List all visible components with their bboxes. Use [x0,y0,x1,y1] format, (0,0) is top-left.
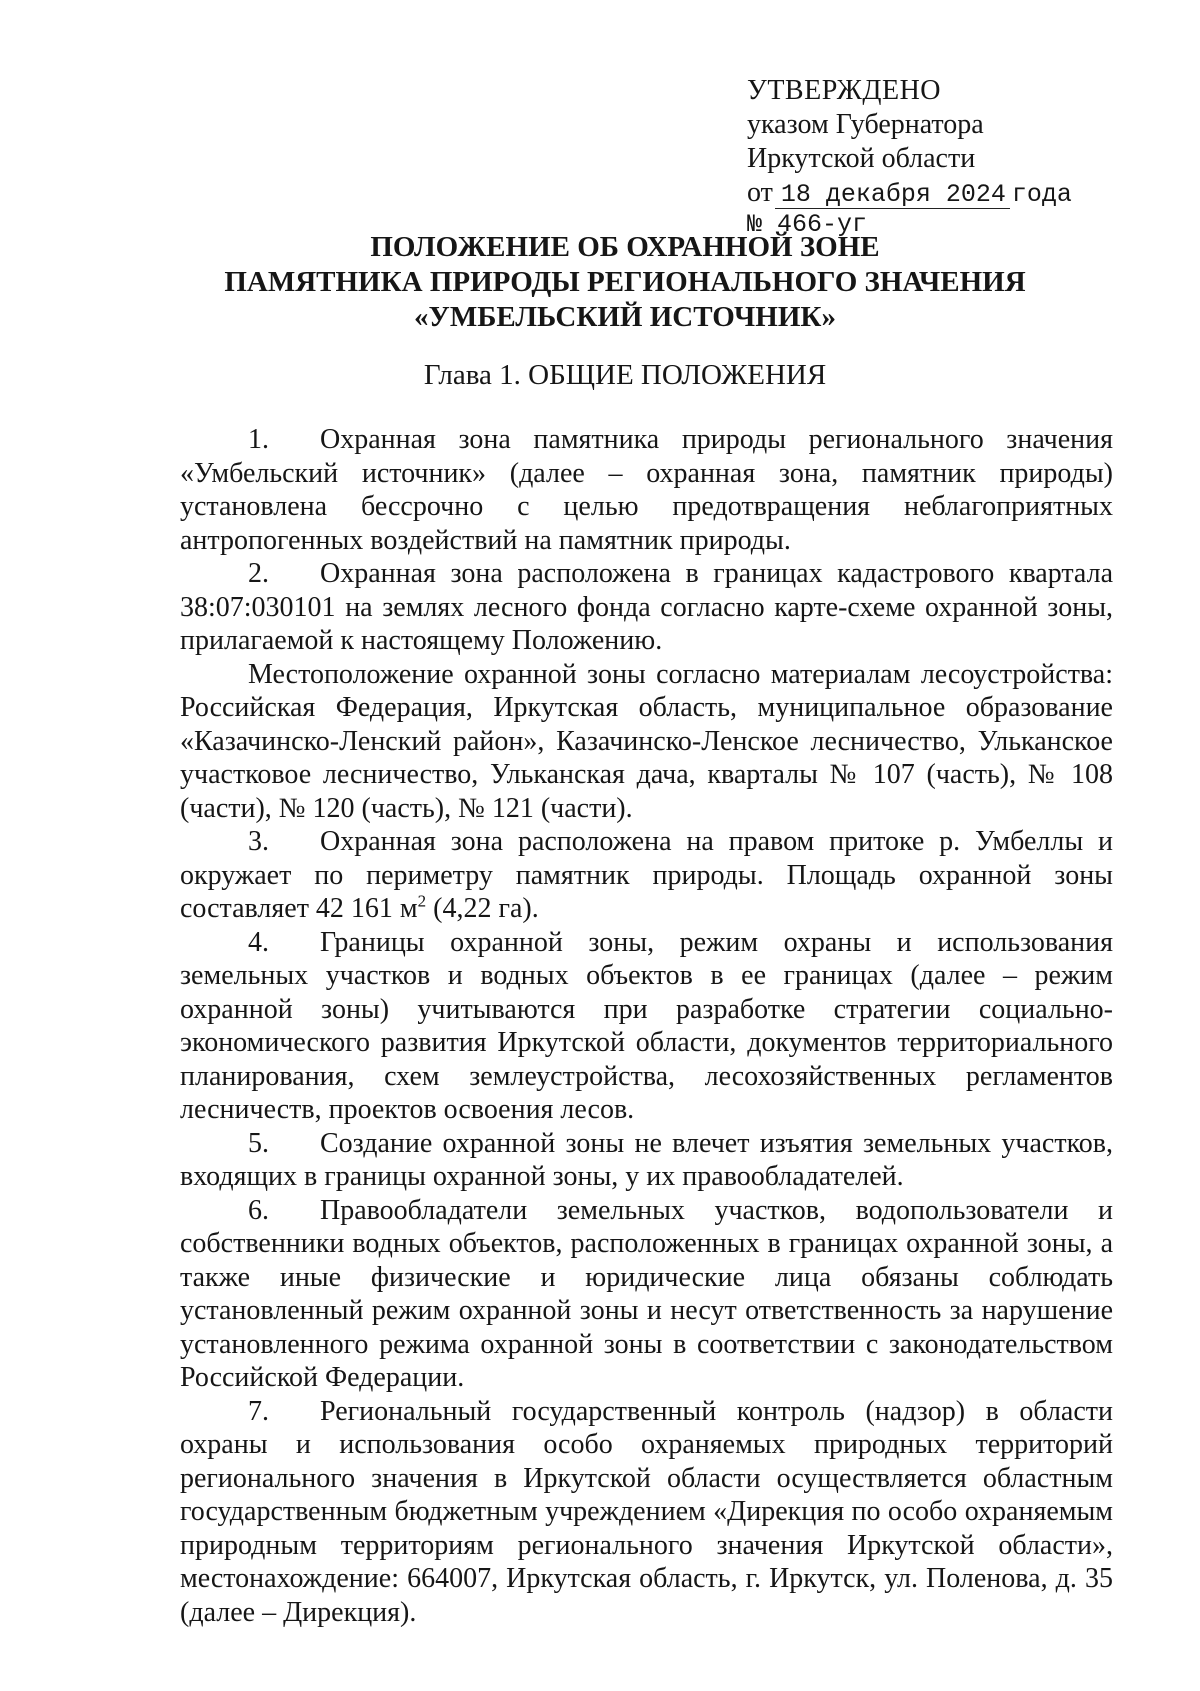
paragraph-number: 6. [248,1194,269,1226]
approval-date-suffix: года [1011,180,1072,209]
paragraph-text: Местоположение охранной зоны согласно материалам лесоустройства: Российская Федерация, Иркутская область, муниципальное образование «Казачинско-Ленский район», Казачинско-Ленское лесничество, Ульканское участковое лесничество, Ульканская дача, кварталы № 107 (часть), № 108 (части), № 120 (часть), № 121 (части). [180,658,1113,824]
paragraph-text: Границы охранной зоны, режим охраны и использования земельных участков и водных объектов в ее границах (далее – режим охранной зоны) учитываются при разработке стратегии социально-экономического развития Иркутской области, документов территориального планирования, схем землеустройства, лесохозяйственных регламентов лесничеств, проектов освоения лесов. [180,926,1113,1125]
paragraph-text: Региональный государственный контроль (надзор) в области охраны и использования особо охраняемых природных территорий регионального значения в Иркутской области осуществляется областным государственным бюджетным учреждением «Дирекция по особо охраняемым природным территориям регионального значения Иркутской области», местонахождение: 664007, Иркутская область, г. Иркутск, ул. Поленова, д. 35 (далее – Дирекция). [180,1395,1113,1628]
paragraph-number: 2. [248,558,269,589]
paragraph-number: 7. [248,1395,269,1427]
paragraph-number: 5. [248,1127,269,1159]
paragraph-6 [180,1194,1113,1395]
paragraph-text: Охранная зона памятника природы регионального значения «Умбельский источник» (далее – охранная зона, памятник природы) установлена бессрочно с целью предотвращения неблагоприятных антропогенных воздействий на памятник природы. [180,424,1113,556]
approval-line-1: указом Губернатора [747,109,984,140]
paragraph-1 [180,423,1113,557]
paragraph-text: Охранная зона расположена в границах кадастрового квартала 38:07:030101 на землях лесного фонда согласно карте-схеме охранной зоны, прилагаемой к настоящему Положению. [180,558,1113,656]
paragraph-2 [180,557,1113,658]
paragraph-number: 4. [248,926,269,958]
document-title [180,230,1070,335]
paragraph-text: Охранная зона расположена на правом притоке р. Умбеллы и окружает по периметру памятник природы. Площадь охранной зоны составляет 42 161 м [180,826,1113,924]
document-body [180,423,1113,1629]
approval-date: 18 декабря 2024 [775,182,1010,209]
paragraph-text: Создание охранной зоны не влечет изъятия земельных участков, входящих в границы охранной зоны, у их правообладателей. [180,1127,1113,1192]
paragraph-text-tail: (4,22 га). [426,893,539,924]
paragraph-5 [180,1127,1113,1194]
title-line-2: ПАМЯТНИКА ПРИРОДЫ РЕГИОНАЛЬНОГО ЗНАЧЕНИЯ [224,266,1026,298]
paragraph-4 [180,926,1113,1127]
paragraph-2-location [180,658,1113,826]
paragraph-number: 3. [248,826,269,857]
paragraph-number: 1. [248,424,269,455]
approval-number: № 466-уг [747,210,868,239]
title-line-1: ПОЛОЖЕНИЕ ОБ ОХРАННОЙ ЗОНЕ [370,231,880,263]
superscript: 2 [417,891,427,911]
paragraph-7 [180,1395,1113,1630]
approval-date-prefix: от [747,177,773,208]
chapter-heading: Глава 1. ОБЩИЕ ПОЛОЖЕНИЯ [423,359,827,391]
paragraph-text: Правообладатели земельных участков, водопользователи и собственники водных объектов, расположенных в границах охранной зоны, а также иные физические и юридические лица обязаны соблюдать установленный режим охранной зоны и несут ответственность за нарушение установленного режима охранной зоны в соответствии с законодательством Российской Федерации. [180,1194,1113,1393]
title-line-3: «УМБЕЛЬСКИЙ ИСТОЧНИК» [414,301,836,333]
approval-title: УТВЕРЖДЕНО [747,75,942,106]
approval-date-line [747,176,1107,212]
approval-line-2: Иркутской области [747,143,976,174]
paragraph-3 [180,825,1113,926]
approval-stamp [747,74,1107,242]
